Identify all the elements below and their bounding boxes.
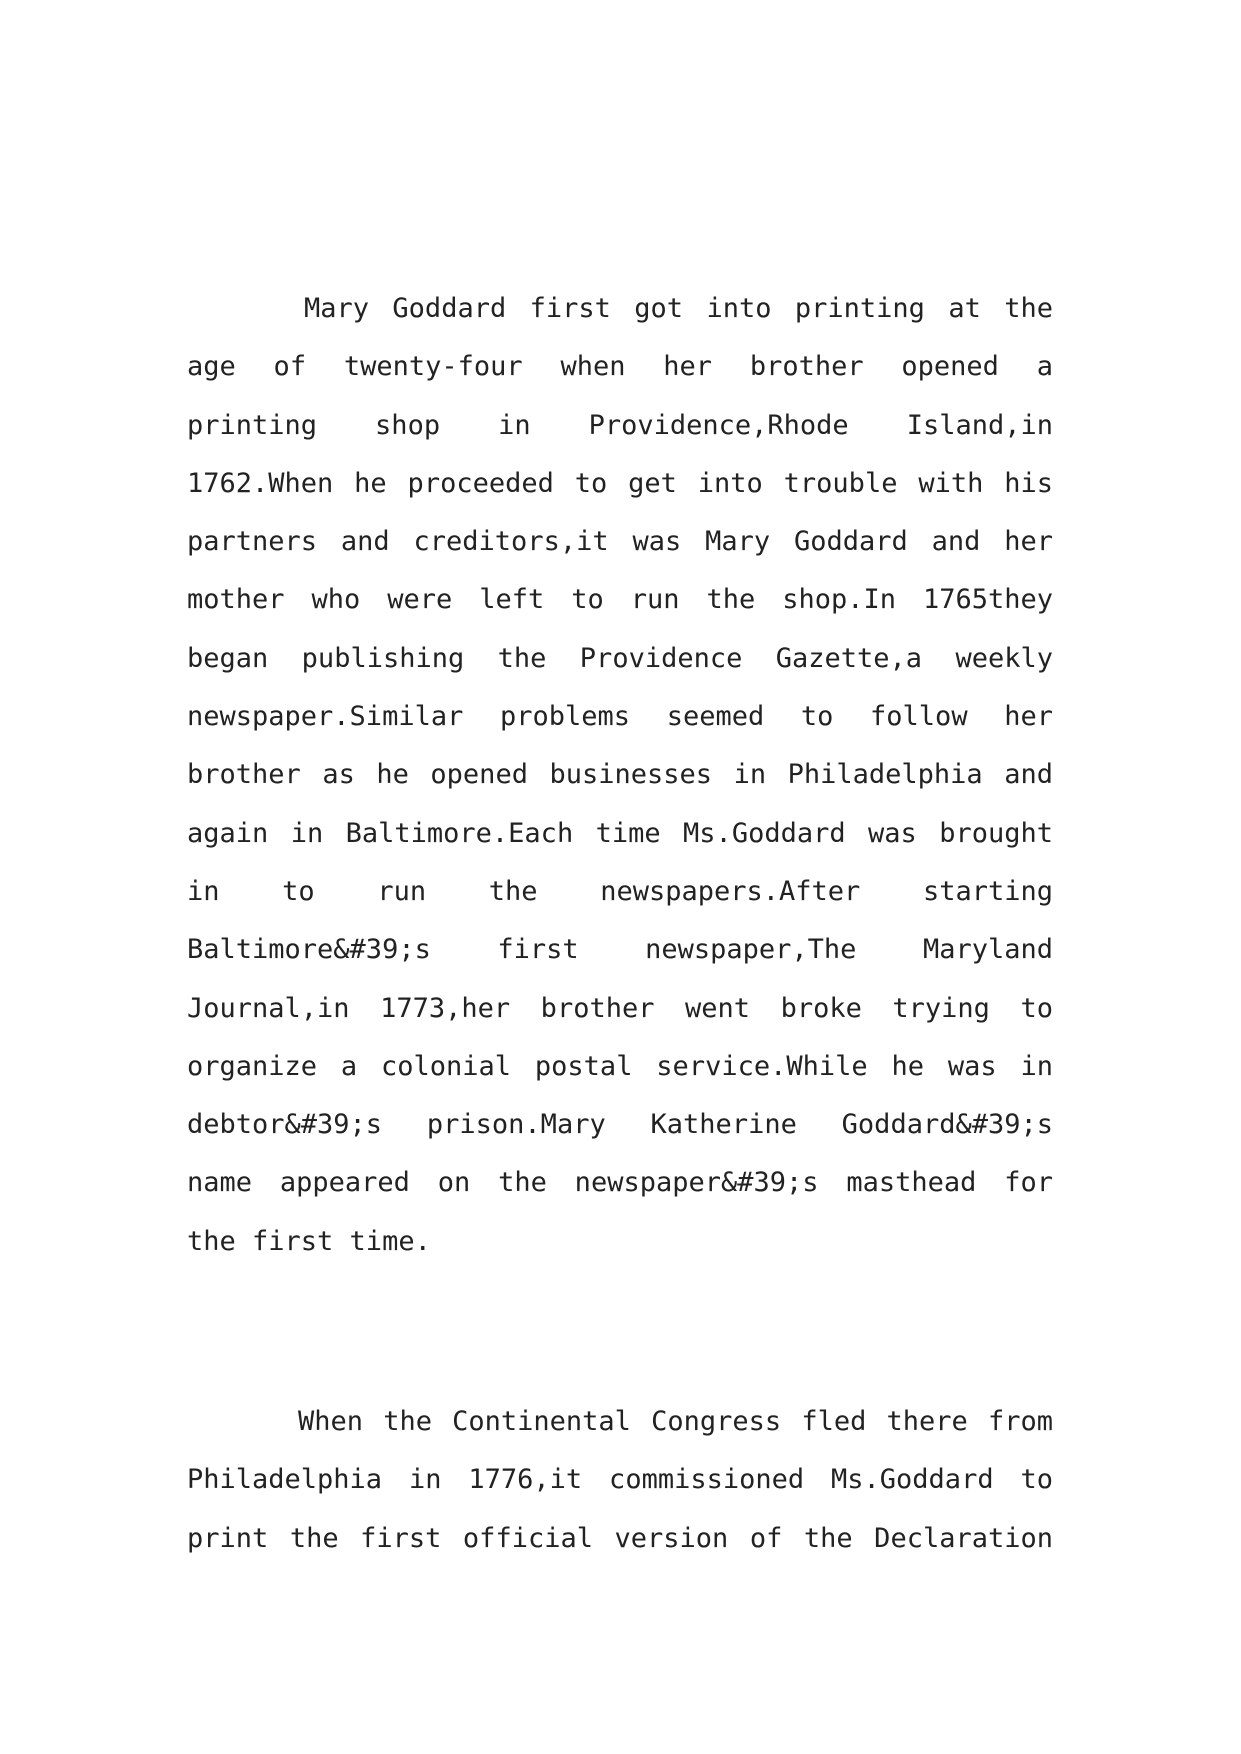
paragraph-line: name appeared on the newspaper&#39;s masthead for	[187, 1167, 1053, 1199]
paragraph-line: Journal,in 1773,her brother went broke trying to	[187, 992, 1053, 1024]
paragraph-line: newspaper.Similar problems seemed to follow her	[187, 701, 1053, 733]
paragraph-2	[187, 1393, 1053, 1568]
paragraph-line: When the Continental Congress fled there from	[298, 1406, 1053, 1437]
paragraph-line: organize a colonial postal service.While he was in	[187, 1050, 1053, 1082]
paragraph-line: again in Baltimore.Each time Ms.Goddard was brought	[187, 817, 1053, 849]
paragraph-line: print the first official version of the Declaration	[187, 1522, 1053, 1554]
paragraph-line: age of twenty-four when her brother opened a	[187, 351, 1053, 383]
paragraph-line: printing shop in Providence,Rhode Island,in	[187, 409, 1053, 441]
paragraph-line: began publishing the Providence Gazette,a weekly	[187, 642, 1053, 674]
paragraph-line: Mary Goddard first got into printing at the	[304, 293, 1053, 324]
paragraph-line: partners and creditors,it was Mary Goddard and her	[187, 526, 1053, 558]
paragraph-line: in to run the newspapers.After starting	[187, 875, 1053, 907]
paragraph-1	[187, 280, 1053, 1271]
paragraph-line: 1762.When he proceeded to get into trouble with his	[187, 467, 1053, 499]
paragraph-line: brother as he opened businesses in Philadelphia and	[187, 759, 1053, 791]
paragraph-line: the first time.	[187, 1225, 431, 1257]
paragraph-line: debtor&#39;s prison.Mary Katherine Goddard&#39;s	[187, 1109, 1053, 1141]
paragraph-line: mother who were left to run the shop.In 1765they	[187, 584, 1053, 616]
paragraph-line: Baltimore&#39;s first newspaper,The Maryland	[187, 934, 1053, 966]
paragraph-line: Philadelphia in 1776,it commissioned Ms.Goddard to	[187, 1464, 1053, 1496]
